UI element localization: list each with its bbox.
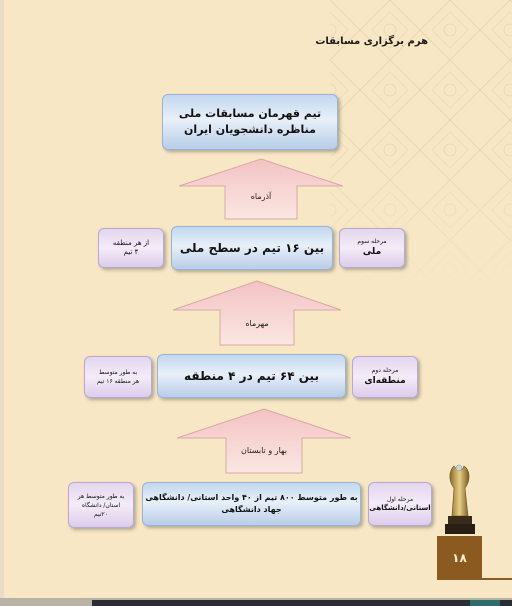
champion-line-2: مناظره دانشجویان ایران bbox=[184, 123, 316, 136]
arrow-1-label: بهار و تابستان bbox=[241, 446, 287, 455]
arrow-3-label: آذرماه bbox=[250, 192, 272, 201]
level3-main-text: بین ۱۶ تیم در سطح ملی bbox=[179, 241, 325, 255]
up-arrow-2 bbox=[172, 280, 342, 346]
level2-note-line-2: هر منطقه ۱۶ تیم bbox=[96, 378, 140, 385]
trophy-icon bbox=[440, 462, 480, 536]
level1-note-line-1: به طور متوسط هر bbox=[77, 492, 125, 500]
page-number-tab bbox=[437, 536, 482, 580]
up-arrow-1 bbox=[176, 408, 352, 474]
level1-stage-box bbox=[368, 482, 432, 526]
level3-note-box bbox=[98, 228, 164, 268]
level2-stage-box bbox=[352, 356, 418, 398]
level2-main-box bbox=[157, 354, 346, 398]
level1-main-line-2: جهاد دانشگاهی bbox=[221, 505, 282, 514]
level2-main-text: بین ۶۴ تیم در ۴ منطقه bbox=[184, 369, 319, 383]
level2-note-line-1: به طور متوسط bbox=[98, 369, 138, 376]
page-title: هرم برگزاری مسابقات bbox=[315, 36, 428, 47]
page-edge bbox=[0, 0, 4, 606]
bottom-bar-dark bbox=[92, 600, 512, 606]
up-arrow-3 bbox=[178, 158, 344, 220]
level1-main-line-1: به طور متوسط ۸۰۰ تیم از ۴۰ واحد استانی/ دانشگاهی bbox=[145, 493, 358, 502]
champion-box bbox=[162, 94, 338, 150]
level3-note-line-2: ۴ تیم bbox=[123, 248, 139, 256]
level3-stage-box bbox=[339, 228, 405, 268]
level3-main-box bbox=[171, 226, 333, 270]
level1-note-line-2: استان/ دانشگاه bbox=[81, 501, 121, 509]
page-number: ۱۸ bbox=[452, 551, 467, 565]
level2-stage-label: مرحله دوم bbox=[371, 367, 399, 374]
champion-line-1: تیم قهرمان مسابقات ملی bbox=[178, 107, 322, 120]
level1-note-box bbox=[68, 482, 134, 528]
arrow-2-label: مهرماه bbox=[245, 319, 269, 328]
level2-note-box bbox=[84, 356, 152, 398]
level1-stage-label: مرحله اول bbox=[386, 496, 414, 503]
level1-main-box bbox=[142, 482, 361, 526]
bottom-bar-accent bbox=[470, 600, 500, 606]
level1-stage-name: استانی/دانشگاهی bbox=[369, 504, 431, 512]
level1-note-line-3: ۲۰تیم bbox=[94, 510, 108, 518]
level3-note-line-1: از هر منطقه bbox=[112, 239, 150, 247]
level2-stage-name: منطقه‌ای bbox=[364, 376, 406, 386]
bottom-bar bbox=[0, 598, 512, 606]
page-tab-line bbox=[482, 578, 512, 580]
level3-stage-label: مرحله سوم bbox=[357, 238, 387, 245]
level3-stage-name: ملی bbox=[362, 247, 382, 257]
